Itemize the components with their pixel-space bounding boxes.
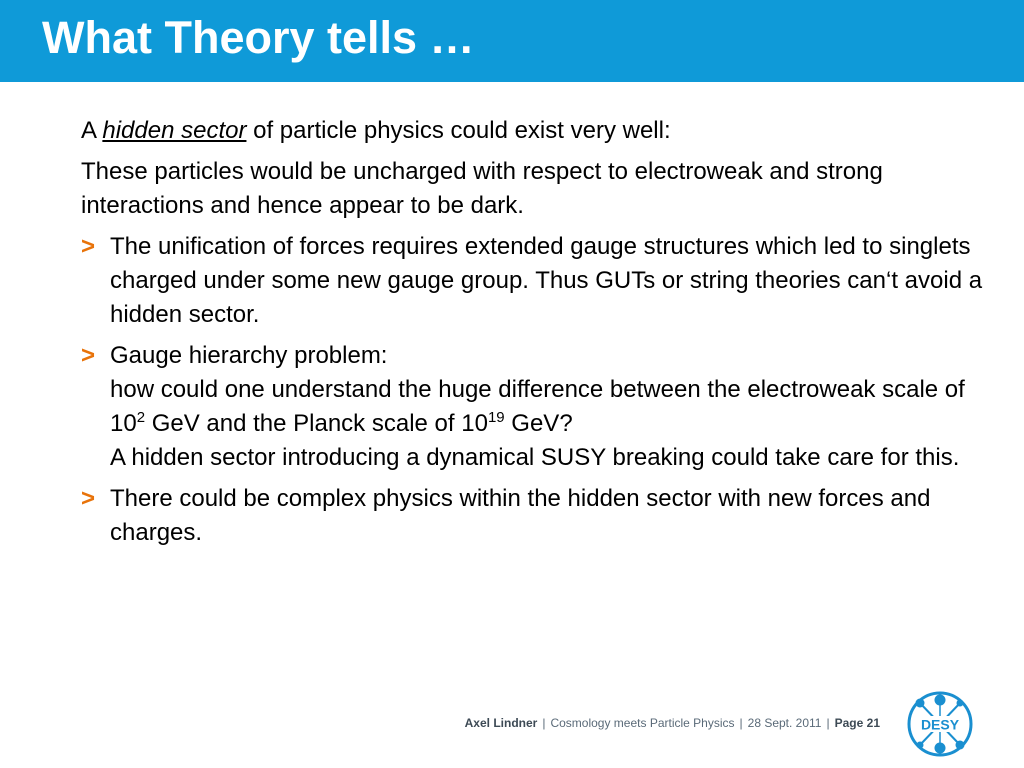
bullet-text-part: GeV? [504, 410, 573, 437]
intro-prefix: A [81, 117, 96, 144]
bullet-complex-physics [81, 482, 1006, 550]
footer-separator: | [542, 716, 546, 730]
desy-logo [906, 690, 974, 758]
bullet-gauge-hierarchy [81, 339, 1006, 475]
bullet-text-part: GeV and the Planck scale of 10 [145, 410, 488, 437]
bullet-marker: > [81, 233, 96, 260]
slide-footer [465, 716, 880, 730]
bullet-text-part: how could one understand the huge difference between the electroweak scale of 10 [110, 376, 965, 437]
logo-text: DESY [920, 716, 960, 733]
bullet-heading: Gauge hierarchy problem: [110, 342, 388, 369]
exponent: 19 [487, 409, 505, 426]
bullet-unification [81, 230, 1006, 332]
intro-suffix: of particle physics could exist very well: [253, 117, 671, 144]
slide-body [81, 114, 1006, 557]
footer-page-label: Page [834, 716, 864, 730]
footer-author: Axel Lindner [464, 716, 538, 730]
slide-title: What Theory tells … [42, 12, 475, 63]
footer-page-number: 21 [866, 716, 880, 730]
bullet-text: There could be complex physics within the hidden sector with new forces and charges. [110, 485, 931, 546]
intro-line [81, 114, 1006, 148]
footer-date: 28 Sept. 2011 [747, 716, 822, 730]
bullet-marker: > [81, 342, 96, 369]
exponent: 2 [136, 409, 146, 426]
bullet-marker: > [81, 485, 96, 512]
bullet-text-part: A hidden sector introducing a dynamical SUSY breaking could take care for this. [110, 444, 960, 471]
footer-talk-title: Cosmology meets Particle Physics [550, 716, 735, 730]
dark-particles-paragraph: These particles would be uncharged with respect to electroweak and strong interactions and hence appear to be dark. [81, 158, 883, 219]
title-bar [0, 0, 1024, 82]
hidden-sector-term: hidden sector [102, 117, 247, 144]
bullet-text: The unification of forces requires extended gauge structures which led to singlets charged under some new gauge group. Thus GUTs or string theories can‘t avoid a hidden sector. [110, 233, 983, 328]
footer-separator: | [739, 716, 743, 730]
footer-separator: | [826, 716, 830, 730]
